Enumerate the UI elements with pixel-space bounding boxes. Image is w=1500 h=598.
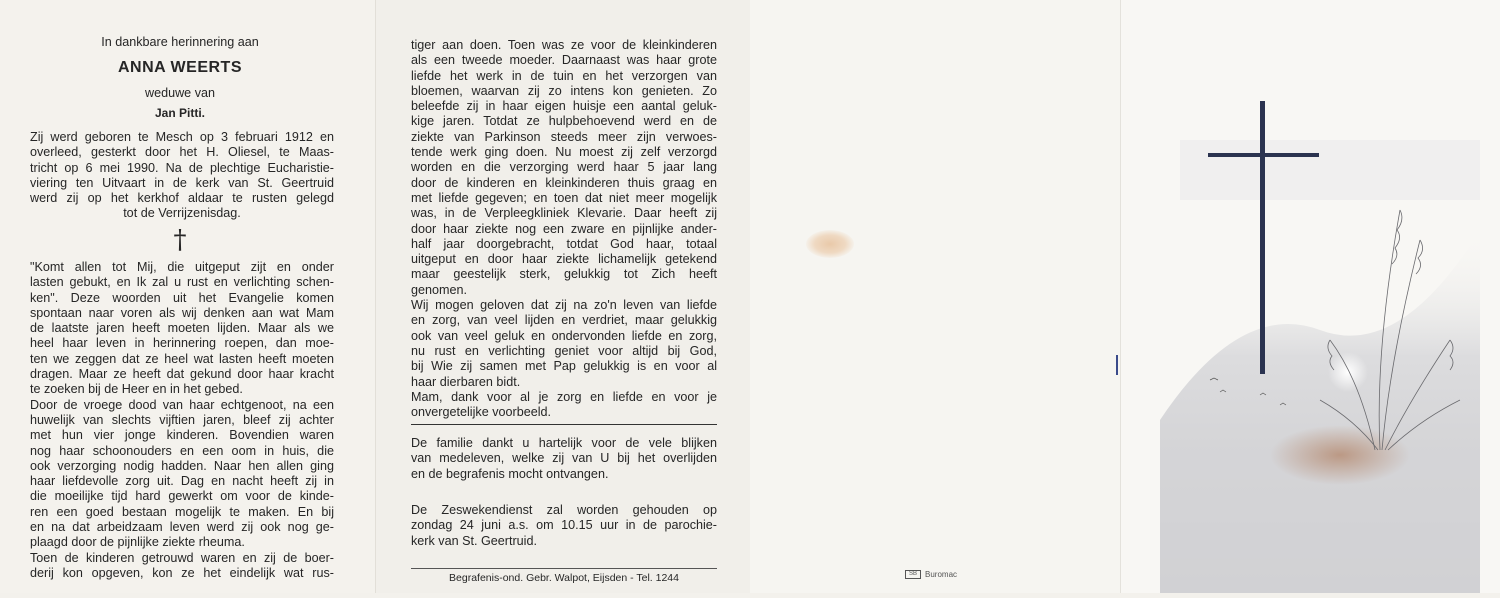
text-line: ziekte van Parkinson steeds meer zijn verwoes- (411, 129, 717, 144)
text-line: nu rust en verlichting geniet voor altijd bij God, (411, 343, 717, 358)
earth-patch (1270, 425, 1410, 485)
text-line: heel haar leven in herinnering roepen, dan moe- (30, 336, 334, 351)
text-line: plaagd door de pijnlijke ziekte rheuma. (30, 535, 245, 550)
text-line: half jaar doorgebracht, totdat God haar, totaal (411, 236, 717, 251)
text-line: ook van veel geluk en ondervonden liefde en zorg, (411, 328, 717, 343)
text-line: lasten gebukt, en Ik zal u rust en verlichting schen- (30, 275, 334, 290)
text-line: spontaan naar voren als wij denken aan wat Mam (30, 305, 334, 320)
text-line: ren een goed bestaan mogelijk te maken. En bij (30, 504, 334, 519)
text-line: onvergetelijke voorbeeld. (411, 405, 552, 420)
text-line: liefde het werk in de tuin en het verzorgen van (411, 68, 717, 83)
text-line: tiger aan doen. Toen was ze voor de kleinkinderen (411, 38, 717, 52)
mass-announcement (411, 503, 717, 549)
text-line: met hun vier jonge kinderen. Bovendien waren (30, 428, 334, 443)
text-line: haar dierbaren bidt. (411, 374, 521, 389)
husband-name: Jan Pitti. (154, 106, 205, 120)
text-line: en de begrafenis mocht ontvangen. (411, 466, 609, 481)
text-line: huwelijk van slechts vijftien jaren, bleef zij achter (30, 412, 334, 427)
text-line: Mam, dank voor al je zorg en liefde en voor je (411, 389, 717, 404)
text-line: en na dat arbeidzaam leven werd zij ook nog ge- (30, 520, 334, 535)
printer-logo (905, 570, 957, 579)
text-line: bloemen, waarvan zij zo intens kon genieten. Zo (411, 83, 717, 98)
divider-line (411, 424, 717, 425)
thanks-text (411, 436, 717, 482)
text-line: Toen de kinderen getrouwd waren en zij de boer- (30, 550, 334, 565)
text-line: van medeleven, welke zij van U bij het overlijden (411, 451, 717, 466)
bio-last-line: tot de Verrijzenisdag. (123, 206, 241, 220)
text-line: uitgeput en door haar ziekte lichamelijk getekend (411, 252, 717, 267)
text-line: kige jaren. Totdat ze hulpbehoevend werd en de (411, 114, 717, 129)
footer-rule (411, 568, 717, 569)
text-line: viering ten Uitvaart in de kerk van St. Geertruid (30, 175, 334, 190)
text-line: Door de vroege dood van haar echtgenoot, na een (30, 397, 334, 412)
text-line: bij Wie zij samen met Pap gelukkig is en voor al (411, 359, 717, 374)
cover-artwork (1120, 0, 1500, 593)
mist-band (1180, 140, 1480, 200)
text-line: De Zeswekendienst zal worden gehouden op (411, 503, 717, 517)
printer-logo-text: Buromac (925, 570, 958, 579)
text-line: derij kon opgeven, kon ze het eindelijk wat rus- (30, 565, 334, 580)
text-line: dragen. Maar ze heeft dat gekund door haar kracht (30, 367, 334, 382)
cross-symbol: † (173, 225, 187, 255)
text-line: tende werk ging doen. Nu moest zij zelf verzorgd (411, 145, 717, 160)
text-line: De familie dankt u hartelijk voor de vele blijken (411, 436, 717, 450)
text-line: "Komt allen tot Mij, die uitgeput zijt en onder (30, 260, 334, 274)
text-line: door de kinderen en kleinkinderen thuis graag en (411, 175, 717, 190)
text-line: genomen. (411, 282, 468, 297)
text-line: haar liefdevolle zorg uit. Dag en nacht heeft zij in (30, 474, 334, 489)
text-line: ken". Deze woorden uit het Evangelie komen (30, 290, 334, 305)
text-line: met liefde gegeven; en toen dat niet meer mogelijk (411, 190, 717, 205)
cover-illustration (1120, 0, 1500, 593)
text-line: beleefde zij in haar eigen huisje een aantal geluk- (411, 99, 717, 114)
text-line: ook verzorging nodig hadden. Naar hen allen ging (30, 458, 334, 473)
text-line: kerk van St. Geertruid. (411, 533, 537, 548)
panel-blank (750, 0, 1120, 593)
text-line: door haar ziekte nog een zware en pijnlijke ander- (411, 221, 717, 236)
text-line: werd zij op het kerkhof aldaar te rusten gelegd (30, 191, 334, 206)
text-line: Wij mogen geloven dat zij na zo'n leven van liefde (411, 298, 717, 313)
text-line: als een tweede moeder. Daarnaast was haar grote (411, 53, 717, 68)
intro-text: In dankbare herinnering aan (101, 35, 259, 49)
text-line: zondag 24 juni a.s. om 10.15 uur in de parochie- (411, 518, 717, 533)
printer-logo-icon: SB (905, 570, 921, 579)
text-line: nog haar schoonouders en een oom in huis, die (30, 443, 334, 458)
text-line: was, in de Verpleegkliniek Klevarie. Daar heeft zij (411, 206, 717, 221)
paper-stain (806, 230, 854, 258)
text-line: te zoeken bij de Heer en in het gebed. (30, 382, 243, 397)
text-line: de laatste jaren heeft moeten lijden. Maar als we (30, 321, 334, 336)
undertaker-footer: Begrafenis-ond. Gebr. Walpot, Eijsden - Tel. 1244 (449, 572, 679, 584)
text-line: overleed, gesterkt door het H. Oliesel, te Maas- (30, 145, 334, 160)
deceased-name: ANNA WEERTS (117, 59, 242, 76)
biography-block (30, 130, 334, 206)
fold-mark (1116, 355, 1118, 375)
text-line: maar geestelijk sterk, gelukkig tot Zich heeft (411, 267, 717, 282)
obituary-text-middle (411, 38, 717, 420)
text-line: en zorg, van veel lijden en verdriet, maar gelukkig (411, 313, 717, 328)
obituary-text-left (30, 260, 334, 581)
text-line: Zij werd geboren te Mesch op 3 februari 1912 en (30, 130, 334, 144)
text-line: worden en die verzorging werd haar 5 jaar lang (411, 160, 717, 175)
text-line: tricht op 6 mei 1990. Na de plechtige Eucharistie- (30, 160, 334, 175)
text-line: ten we zeggen dat ze heel wat lasten heeft moeten (30, 351, 334, 366)
rising-sun (1328, 352, 1368, 392)
widow-of-text: weduwe van (144, 86, 215, 100)
text-line: die moeilijke tijd hard gewerkt om voor de kinde- (30, 489, 334, 504)
